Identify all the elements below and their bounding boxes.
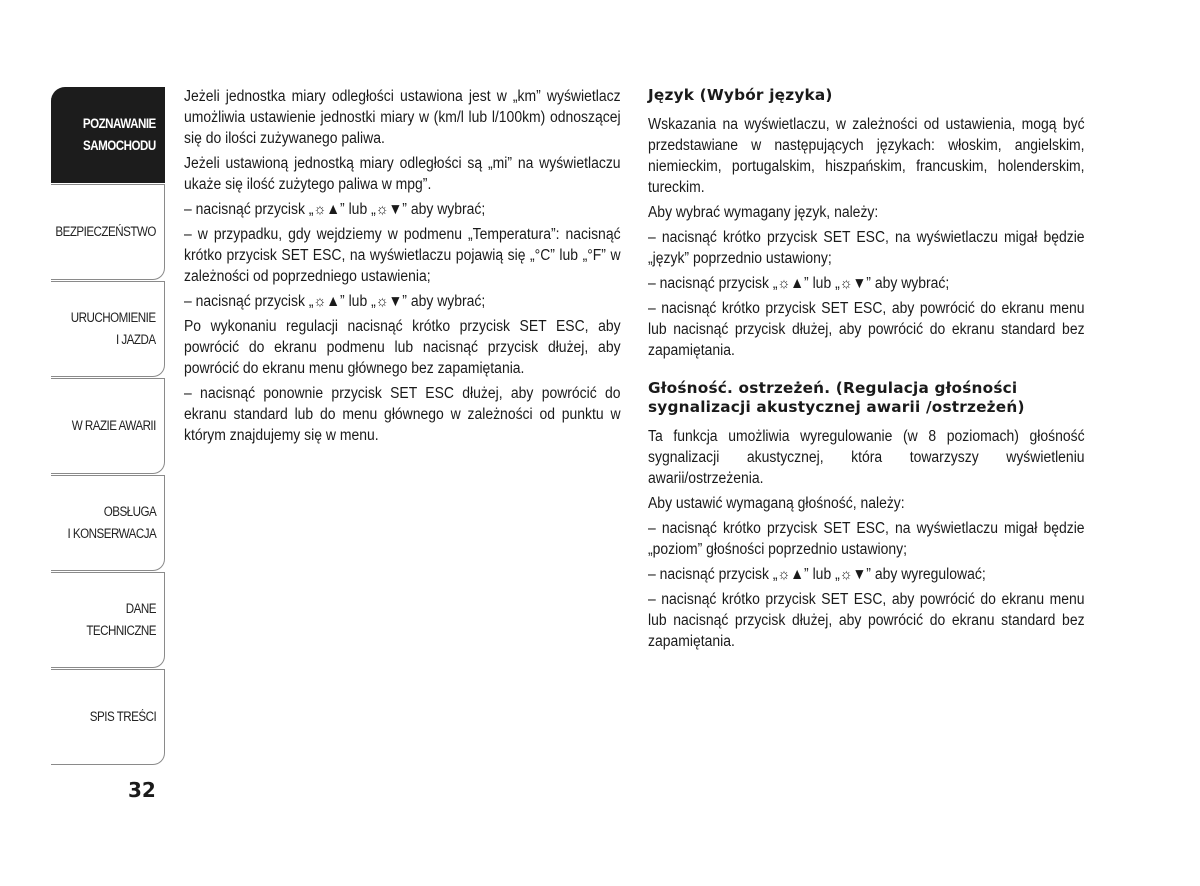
paragraph: – nacisnąć ponownie przycisk SET ESC dłużej, aby powrócić do ekranu standard lub do menu głównego w zależności od punktu w którym znajdujemy się w menu. <box>184 385 621 444</box>
tab-spis-tresci[interactable] <box>51 669 165 765</box>
paragraph: Jeżeli ustawioną jednostką miary odległości są „mi” na wyświetlaczu ukaże się ilość zużytego paliwa w mpg”. <box>184 155 621 193</box>
tab-label: W RAZIE AWARII <box>71 418 156 433</box>
paragraph: – nacisnąć przycisk „☼▲” lub „☼▼” aby wybrać; <box>648 275 950 292</box>
tab-poznawanie-samochodu[interactable] <box>51 87 165 183</box>
paragraph: – nacisnąć krótko przycisk SET ESC, aby powrócić do ekranu menu lub nacisnąć przycisk dłużej, aby powrócić do ekranu standard bez zapamiętania. <box>648 300 1085 359</box>
section-heading-volume: Głośność. ostrzeżeń. (Regulacja głośności sygnalizacji akustycznej awarii /ostrzeżeń) <box>648 379 1025 416</box>
paragraph: – nacisnąć krótko przycisk SET ESC, aby powrócić do ekranu menu lub nacisnąć przycisk dłużej, aby powrócić do ekranu standard bez zapamiętania. <box>648 591 1085 650</box>
right-text-column <box>648 86 1085 656</box>
tab-obsluga-i-konserwacja[interactable] <box>51 475 165 571</box>
paragraph: – nacisnąć przycisk „☼▲” lub „☼▼” aby wyregulować; <box>648 566 986 583</box>
paragraph: Wskazania na wyświetlaczu, w zależności od ustawienia, mogą być przedstawiane w następujących językach: włoskim, angielskim, niemieckim, portugalskim, hiszpańskim, francuskim, holenderskim, tureckim. <box>648 116 1085 196</box>
paragraph: Ta funkcja umożliwia wyregulowanie (w 8 poziomach) głośność sygnalizacji akustycznej, która towarzyszy wyświetleniu awarii/ostrzeżenia. <box>648 428 1085 487</box>
tab-label: BEZPIECZEŃSTWO <box>55 224 156 239</box>
paragraph: – nacisnąć przycisk „☼▲” lub „☼▼” aby wybrać; <box>184 293 486 310</box>
tab-label: URUCHOMIENIE I JAZDA <box>71 310 156 347</box>
tab-uruchomienie-i-jazda[interactable] <box>51 281 165 377</box>
tab-w-razie-awarii[interactable] <box>51 378 165 474</box>
tab-label: OBSŁUGA I KONSERWACJA <box>67 504 156 541</box>
tab-dane-techniczne[interactable] <box>51 572 165 668</box>
section-heading-language: Język (Wybór języka) <box>648 86 833 104</box>
tab-label: DANE TECHNICZNE <box>86 601 156 638</box>
paragraph: – nacisnąć krótko przycisk SET ESC, na wyświetlaczu migał będzie „poziom” głośności poprzednio ustawiony; <box>648 520 1085 558</box>
paragraph: – nacisnąć krótko przycisk SET ESC, na wyświetlaczu migał będzie „język” poprzednio ustawiony; <box>648 229 1085 267</box>
tab-label: SPIS TREŚCI <box>89 709 156 724</box>
paragraph: – nacisnąć przycisk „☼▲” lub „☼▼” aby wybrać; <box>184 201 486 218</box>
paragraph: Aby ustawić wymaganą głośność, należy: <box>648 495 905 512</box>
paragraph: Jeżeli jednostka miary odległości ustawiona jest w „km” wyświetlacz umożliwia ustawienie jednostki miary w (km/l lub l/100km) odnoszącej się do ilości zużywanego paliwa. <box>184 88 621 147</box>
tab-bezpieczenstwo[interactable] <box>51 184 165 280</box>
tab-label: POZNAWANIE SAMOCHODU <box>83 116 156 153</box>
paragraph: – w przypadku, gdy wejdziemy w podmenu „Temperatura”: nacisnąć krótko przycisk SET ESC, na wyświetlaczu pojawią się „°C” lub „°F” w zależności od poprzedniego ustawienia; <box>184 226 621 285</box>
page-number: 32 <box>128 778 156 802</box>
paragraph: Aby wybrać wymagany język, należy: <box>648 204 879 221</box>
left-text-column <box>184 86 621 450</box>
paragraph: Po wykonaniu regulacji nacisnąć krótko przycisk SET ESC, aby powrócić do ekranu podmenu lub nacisnąć przycisk dłużej, aby powrócić do ekranu menu głównego bez zapamiętania. <box>184 318 621 377</box>
